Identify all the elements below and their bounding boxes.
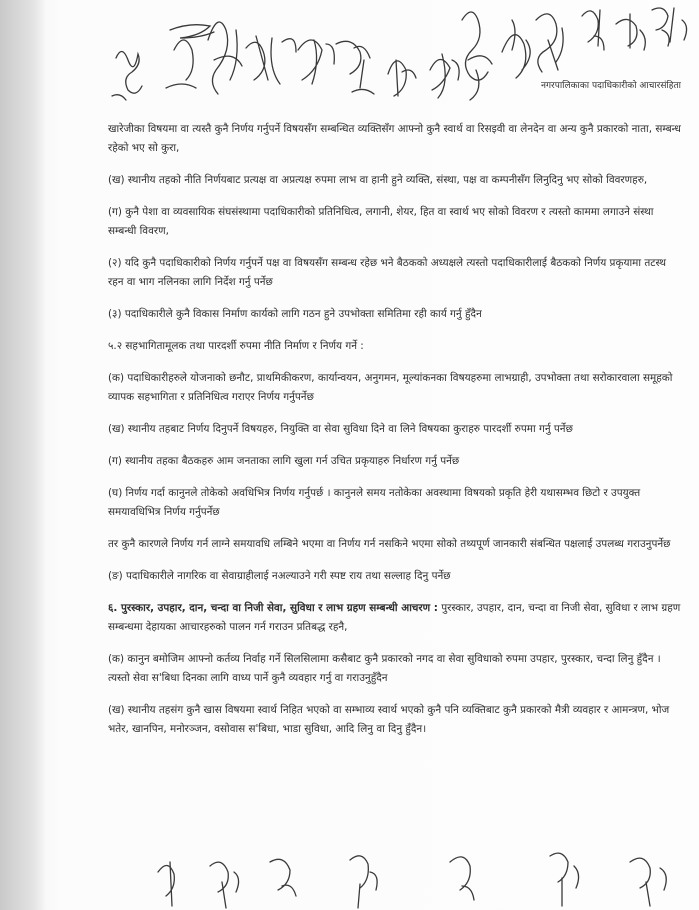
page-header-title: नगरपालिकाका पदाधिकारीको आचारसंहिता bbox=[541, 81, 681, 91]
signature-6 bbox=[336, 41, 374, 94]
paragraph-gha: (घ) निर्णय गर्दा कानुनले तोकेको अवधिभित्र निर्णय गर्नुपर्छ । कानुनले समय नतोकेका अवस्थामा विषयको प्रकृति हेरी यथासम्भव छिटो र उपयुक्त समयावधिभित्र निर्णय गर्नुपर्नेछ bbox=[108, 487, 641, 518]
signature-b3 bbox=[270, 859, 296, 896]
signature-9 bbox=[462, 12, 492, 100]
section-6 bbox=[108, 599, 682, 637]
signature-b5 bbox=[450, 857, 474, 900]
paragraph-proviso: तर कुनै कारणले निर्णय गर्न लाग्ने समयावधि लम्बिने भएमा वा निर्णय गर्न नसकिने भएमा सोको तथ्यपूर्ण जानकारी संबन्धित पक्षलाई उपलब्ध गराउनुपर्नेछ bbox=[108, 538, 671, 550]
signature-11 bbox=[536, 14, 563, 72]
section-6-heading: ६. पुरस्कार, उपहार, दान, चन्दा वा निजी सेवा, सुविधा र लाभ ग्रहण सम्बन्धी आचरण : bbox=[108, 602, 438, 614]
paragraph-ga-1: (ग) कुनै पेशा वा व्यवसायिक संघसंस्थामा पदाधिकारीको प्रतिनिधित्व, लगानी, शेयर, हित वा स्वार्थ भए सोको विवरण र त्यस्तो काममा लगाउने संस्था सम्बन्धी विवरण, bbox=[108, 206, 654, 237]
signature-7 bbox=[388, 60, 416, 96]
document-body bbox=[108, 120, 682, 749]
paragraph-ga-2: (ग) स्थानीय तहका बैठकहरु आम जनताका लागि खुला गर्न उचित प्रकृयाहरु निर्धारण गर्नु पर्नेछ bbox=[108, 455, 460, 467]
signature-1 bbox=[112, 51, 142, 100]
paragraph-nga: (ङ) पदाधिकारीले नागरिक वा सेवाग्राहीलाई नअल्याउने गरी स्पष्ट राय तथा सल्लाह दिनु पर्नेछ bbox=[108, 570, 451, 582]
signature-b4 bbox=[350, 856, 377, 908]
signature-14 bbox=[652, 8, 687, 46]
signature-10 bbox=[502, 20, 530, 78]
signature-b1 bbox=[158, 862, 174, 906]
paragraph-continuation: खारेजीका विषयमा वा त्यस्तै कुनै निर्णय गर्नुपर्ने विषयसँग सम्बन्धित व्यक्तिसँग आफ्नो कुनै स्वार्थ वा रिसइवी वा लेनदेन वा अन्य कुनै प्रकारको नाता, सम्बन्ध रहेको भए सो कुरा, bbox=[108, 123, 681, 154]
paragraph-3: (३) पदाधिकारीले कुनै विकास निर्माण कार्यको लागि गठन हुने उपभोक्ता समितिमा रही कार्य गर्नु हुँदैन bbox=[108, 308, 482, 320]
signatures-bottom bbox=[150, 842, 699, 910]
signature-b7 bbox=[630, 858, 666, 906]
paragraph-kha-1: (ख) स्थानीय तहको नीति निर्णयबाट प्रत्यक्ष वा अप्रत्यक्ष रुपमा लाभ वा हानी हुने व्यक्ति, संस्था, पक्ष वा कम्पनीसँग लिनुदिनु भए सोको विवरणहरु, bbox=[108, 174, 648, 186]
section-5-2-heading: ५.२ सहभागितामूलक तथा पारदर्शी रुपमा नीति निर्माण र निर्णय गर्ने : bbox=[108, 340, 364, 352]
signature-8 bbox=[430, 54, 459, 98]
paragraph-ka-3: (क) कानुन बमोजिम आफ्नो कर्तव्य निर्वाह गर्ने सिलसिलामा कसैबाट कुनै प्रकारको नगद वा सेवा सुविधाको रुपमा उपहार, पुरस्कार, चन्दा लिनु हुँदैन । त्यस्तो सेवा स'बिधा दिनका लागि वाध्य पार्ने कुनै व्यवहार गर्नु वा गराउनुहुँदैन bbox=[108, 653, 661, 684]
signature-12 bbox=[582, 10, 604, 50]
signature-2 bbox=[166, 25, 214, 88]
paragraph-kha-2: (ख) स्थानीय तहबाट निर्णय दिनुपर्ने विषयहरु, नियुक्ति वा सेवा सुविधा दिने वा लिने विषयका कुराहरु पारदर्शी रुपमा गर्नु पर्नेछ bbox=[108, 423, 573, 435]
section-6-body: पुरस्कार, उपहार, दान, चन्दा वा निजी सेवा, सुविधा र लाभ ग्रहण सम्बन्धमा देहायका आचारहरुको पालन गर्न गराउन प्रतिबद्ध रहनै, bbox=[108, 602, 681, 633]
binding-shadow bbox=[0, 0, 46, 910]
paragraph-kha-3: (ख) स्थानीय तहसंग कुनै खास विषयमा स्वार्थ निहित भएको वा सम्भाव्य स्वार्थ भएको कुनै पनि व्यक्तिबाट कुनै प्रकारको मैत्री व्यवहार र आमन्त्रण, भोज भतेर, खानपिन, मनोरञ्जन, वसोवास स'बिधा, भाडा सुविधा, आदि लिनु वा दिनु हुँदैन। bbox=[108, 704, 670, 735]
paragraph-ka-2: (क) पदाधिकारीहरुले योजनाको छनौट, प्राथमिकीकरण, कार्यान्वयन, अनुगमन, मूल्यांकनका विषयहरुमा लाभग्राही, उपभोक्ता तथा सरोकारवाला समूहको व्यापक सहभागिता र प्रतिनिधित्व गराएर निर्णय गर्नुपर्नेछ bbox=[108, 372, 673, 403]
signature-13 bbox=[616, 14, 645, 50]
signature-5 bbox=[298, 40, 334, 84]
paragraph-2: (२) यदि कुनै पदाधिकारीको निर्णय गर्नुपर्ने पक्ष वा विषयसँग सम्बन्ध रहेछ भने बैठकको अध्यक्षले त्यस्तो पदाधिकारीलाई बैठकको निर्णय प्रकृयामा तटस्थ रहन वा भाग नलिनका लागि निर्देश गर्नु पर्नेछ bbox=[108, 257, 667, 288]
signature-b2 bbox=[210, 862, 239, 908]
signature-b6 bbox=[550, 853, 579, 906]
signatures-top bbox=[96, 0, 699, 112]
signature-4 bbox=[246, 36, 296, 84]
